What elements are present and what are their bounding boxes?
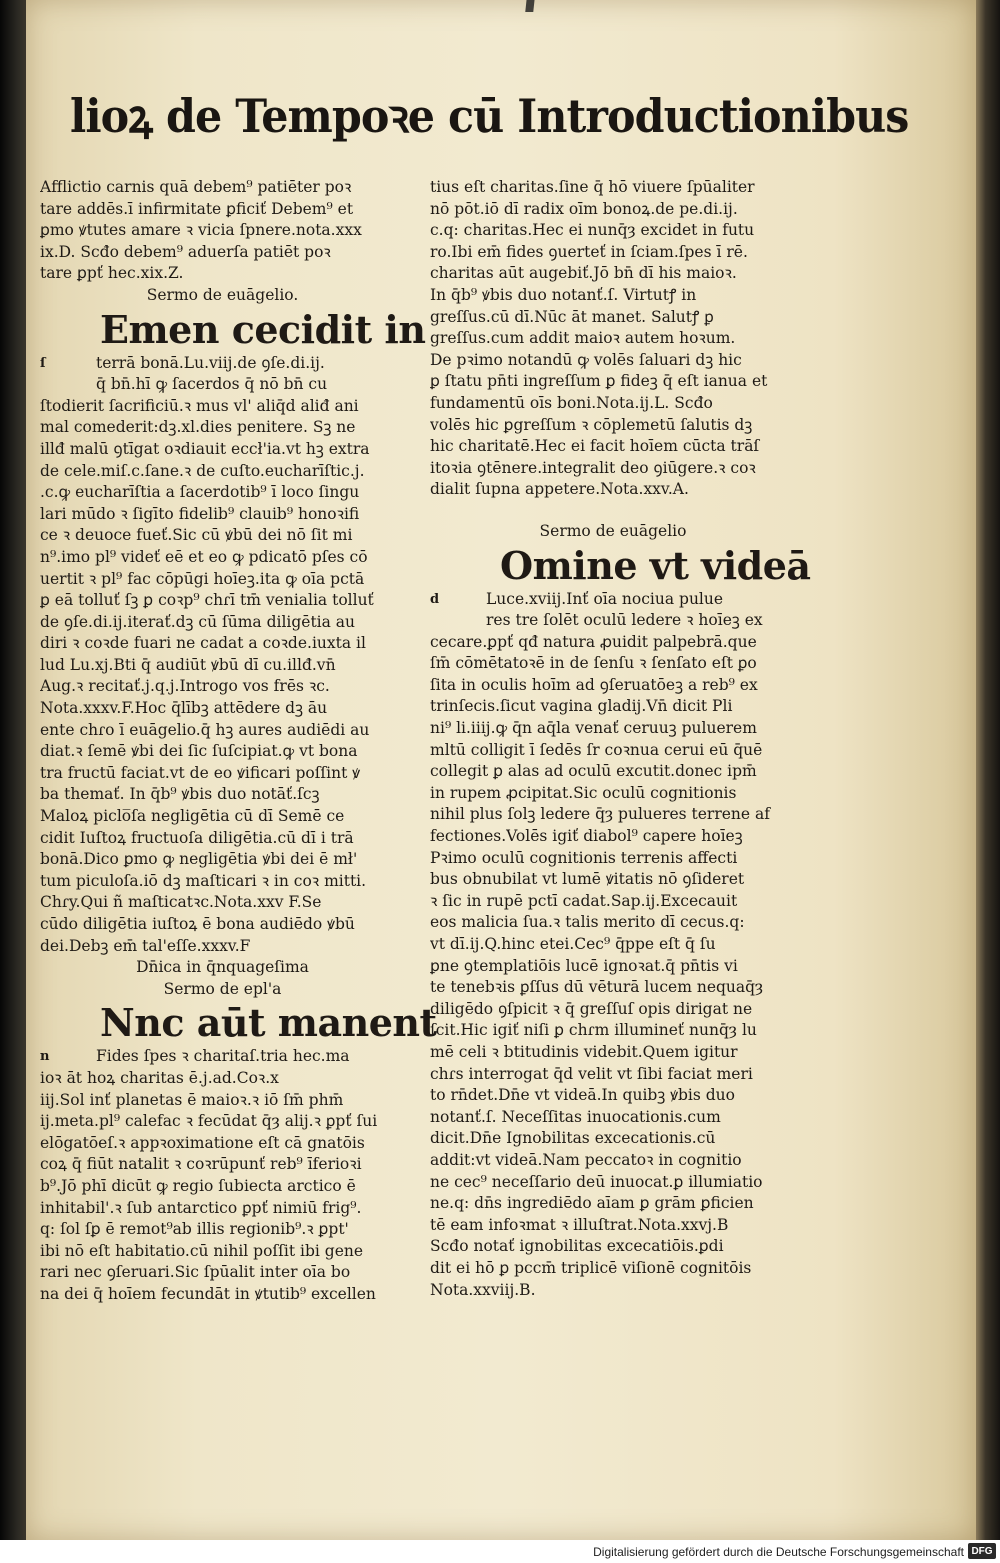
text-line: charitas aūt augebiť.Jō bn̄ dī his maioꝛ. — [430, 264, 737, 283]
sermon-heading: Sermo de epl'a — [163, 979, 282, 998]
sermon-heading: Sermo de euāgelio. — [146, 285, 299, 304]
text-line: eos malicia ſua.ꝛ talis merito dī cecus.q: — [430, 913, 745, 932]
text-line: q: ſol ſꝑ ē remot⁹ab illis regionib⁹.ꝛ ꝑpt' — [40, 1220, 349, 1239]
right-column — [430, 177, 811, 1301]
text-line: addit:vt videā.Nam peccatoꝛ in cognitio — [430, 1150, 742, 1169]
text-line: Nota.xxviij.B. — [430, 1280, 536, 1299]
text-line: ꝑmo ꝟtutes amare ꝛ vicia ſpnere.nota.xxx — [40, 221, 362, 240]
left-column — [40, 177, 437, 1306]
text-line: In q̄b⁹ ꝟbis duo notanť.ſ. Virtutꝭ in — [430, 285, 697, 304]
sermon-heading: Sermo de euāgelio — [539, 521, 687, 540]
text-line: cūdo diligētia iuſtoꝝ ē bona audiēdo ꝟbū — [40, 915, 355, 933]
text-line: inhitabil'.ꝛ ſub antarctico ꝑpť nimiū frig⁹. — [40, 1198, 362, 1217]
text-line: greſſus.cū dī.Nūc āt manet. Salutꝭ ꝑ — [430, 307, 714, 326]
spacer — [430, 501, 796, 521]
initial-guide-letter: ſ — [40, 355, 46, 371]
text-line: ioꝛ āt hoꝝ charitas ē.j.ad.Coꝛ.x — [40, 1068, 279, 1087]
text-line: n⁹.imo pl⁹ videť eē et eo ꝙ pdicatō pſes cō — [40, 547, 368, 566]
text-line: res tre ſolēt oculū ledere ꝛ hoīeꝫ ex — [486, 611, 763, 630]
text-line: chɾs interrogat q̄d velit vt ſibi faciat meri — [430, 1064, 753, 1083]
text-line: ix.D. Scđo debem⁹ aduerſa patiēt poꝛ — [40, 242, 331, 261]
text-line: ſm̄ cōmētatoꝛē in de ſenſu ꝛ ſenſato eſt ꝑo — [430, 654, 757, 673]
text-line: ne cec⁹ neceſſario deū inuocat.ꝑ illumiatio — [430, 1172, 763, 1191]
text-line: ente chɾo ī euāgelio.q̄ hꝫ aures audiēdi au — [40, 720, 370, 739]
text-line: ibi nō eſt habitatio.cū nihil poſſit ibi gene — [40, 1241, 364, 1260]
text-line: de cele.miſ.c.ſane.ꝛ de cuſto.eucharīſtic.j. — [40, 461, 365, 480]
text-line: to rn̄det.Dn̄e vt videā.In quibꝫ ꝟbis duo — [430, 1086, 735, 1105]
text-line: Maloꝝ piclo̅ſa negligētia cū dī Semē ce — [40, 807, 345, 826]
text-line: De pꝛimo notandū ꝙ volēs ſaluari dꝫ hic — [430, 350, 742, 369]
text-line: ne.q: dn̄s ingrediēdo aīam ꝑ grām ꝑficien — [430, 1194, 754, 1213]
text-line: tare ꝑpť hec.xix.Z. — [40, 264, 184, 283]
text-line: ꝛ ſic in rupē pctī cadat.Sap.ij.Excecauit — [430, 891, 738, 910]
text-line: itoꝛia ꝯtēnere.integralit deo ꝯiūgere.ꝛ coꝛ — [430, 458, 756, 477]
text-line: .c.ꝙ eucharīſtia a ſacerdotib⁹ ī loco ſingu — [40, 483, 360, 502]
text-line: cecare.ꝑpť qđ natura ꝓuidit palpebrā.que — [430, 632, 757, 651]
dfg-logo: DFG — [968, 1543, 996, 1559]
text-line: coꝝ q̄ fiūt natalit ꝛ coꝛrūpunť reb⁹ īferioꝛi — [40, 1155, 362, 1174]
text-line: c.q: charitas.Hec ei nunq̄ȝ excidet in futu — [430, 221, 755, 240]
text-line: b⁹.Jō phī dicūt ꝙ regio ſubiecta arctico ē — [40, 1176, 356, 1195]
text-line: illđ malū ꝯtīgat oꝛdiauit eccł'ia.vt hꝫ extra — [40, 439, 370, 458]
text-line: hic charitatē.Hec ei facit hoīem cūcta trāſ — [430, 437, 760, 456]
sunday-heading: Dn̄ica in q̄nquageſima — [136, 958, 309, 977]
text-line: q̄ bn̄.hī ꝙ ſacerdos q̄ nō bn̄ cu — [96, 375, 328, 394]
text-line: bonā.Dico ꝑmo ꝙ negligētia ꝟbi dei ē mł' — [40, 850, 358, 869]
text-line: Scđo notať ignobilitas excecatiōis.ꝑdi — [430, 1237, 724, 1256]
text-line: dit ei hō ꝑ pccm̄ triplicē viſionē cognitōis — [430, 1258, 752, 1277]
text-line: mal comederit:dꝫ.xl.dies penitere. Sꝫ ne — [40, 418, 356, 437]
text-line: iij.Sol inť planetas ē maioꝛ.ꝛ iō ſm̄ phm̄ — [40, 1090, 344, 1109]
text-line: lud Lu.xj.Bti q̄ audiūt ꝟbū dī cu.illđ.vn̄ — [40, 655, 336, 674]
text-line: uertit ꝛ pl⁹ fac cōpūgi hoīeꝫ.ita ꝙ oīa pctā — [40, 569, 365, 588]
running-head: lioꝝ de Tempoꝛe cū Introductionibus — [70, 89, 909, 143]
text-line: de ꝯſe.di.ij.iterať.dꝫ cū ſūma diligētia au — [40, 612, 356, 631]
text-line: tē eam infoꝛmat ꝛ illuſtrat.Nota.xxvj.B — [430, 1215, 729, 1234]
initial-guide-letter: n — [40, 1049, 50, 1065]
text-line: diat.ꝛ ſemē ꝟbi dei ſic ſuſcipiat.ꝙ vt bona — [40, 742, 358, 761]
text-line: ſita in oculis hoīm ad ꝯſeruatōeꝫ a reb⁹ ex — [430, 675, 758, 694]
text-line: te tenebꝛis ꝑſſus dū vēturā lucem nequaq̄ȝ — [430, 978, 764, 997]
text-line: ba themať. In q̄b⁹ ꝟbis duo notāť.ſcꝫ — [40, 785, 320, 804]
text-line: vt dī.ij.Q.hinc etei.Cec⁹ q̄ppe eſt q̄ ſu — [430, 935, 716, 953]
text-line: ce ꝛ deuoce fueť.Sic cū ꝟbū dei nō ſit mi — [40, 526, 353, 545]
initial-guide-letter: d — [430, 591, 440, 607]
text-line: ꝑne ꝯtemplatiōis lucē ignoꝛat.q̄ pn̄tis vi — [430, 956, 738, 975]
text-line: tum piculoſa.iō dꝫ maſticari ꝛ in coꝛ mitti. — [40, 871, 367, 890]
text-line: Aug.ꝛ recitať.j.q.j.Introgo vos frēs ꝛc. — [40, 677, 330, 696]
text-line: cidit Iuſtoꝝ fructuoſa diligētia.cū dī i trā — [40, 828, 354, 847]
text-line: greſſus.cum addit maioꝛ autem hoꝛum. — [430, 329, 736, 348]
scan-background-right — [976, 0, 1000, 1540]
text-line: terrā bonā.Lu.viij.de ꝯſe.di.ij. — [96, 353, 325, 372]
text-line: elōgatōeſ.ꝛ appꝛoximatione eſt cā gnatōis — [40, 1133, 365, 1152]
text-line: notanť.ſ. Neceſſitas inuocationis.cum — [430, 1107, 721, 1126]
text-line: tra fructū faciat.vt de eo ꝟificari poſſint ꝟ — [40, 763, 361, 782]
section-title: Omine vt videā — [500, 542, 811, 588]
text-line: mltū colligit ī ſedēs ſr coꝛnua cerui eū q̄uē — [430, 740, 763, 759]
text-line: diligēdo ꝯſpicit ꝛ q̄ greſſuſ opis dirigat ne — [430, 999, 753, 1018]
text-line: ꝑ ſtatu pn̄ti ingreſſum ꝑ fideꝫ q̄ eſt ianua et — [430, 372, 768, 391]
text-line: ro.Ibi em̄ fides ꝯuerteť in ſciam.ſpes ī rē. — [430, 242, 748, 261]
text-line: fundamentū oīs boni.Nota.ij.L. Scđo — [430, 393, 713, 412]
text-line: ꝑ eā tolluť ſꝫ ꝑ coꝛp⁹ chɾī tm̄ venialia tolluť — [40, 591, 374, 610]
text-line: ij.meta.pl⁹ calefac ꝛ fecūdat q̄ȝ alij.ꝛ ꝑpť ſui — [40, 1112, 378, 1131]
text-line: collegit ꝑ alas ad oculū excutit.donec ipm̄ — [430, 762, 757, 781]
text-line: mē celi ꝛ btitudinis videbit.Quem igitur — [430, 1042, 738, 1061]
text-line: Pꝛimo oculū cognitionis terrenis affecti — [430, 848, 738, 867]
text-line: Fides ſpes ꝛ charitaſ.tria hec.ma — [96, 1047, 350, 1066]
text-line: na dei q̄ hoīem fecundāt in ꝟtutib⁹ excellen — [40, 1284, 376, 1303]
text-line: dei.Debꝫ em̄ tal'eſſe.xxxv.F — [40, 936, 251, 955]
text-line: ſtodierit ſacrificiū.ꝛ mus vl' aliq̄d aliđ ani — [40, 396, 359, 415]
section-title: Emen cecidit in — [100, 306, 426, 352]
text-line: dialit ſupna appetere.Nota.xxv.A. — [430, 480, 689, 499]
page-edge-mark — [525, 0, 534, 12]
text-line: rari nec ꝯſeruari.Sic ſpūalit inter oīa bo — [40, 1263, 351, 1282]
text-line: Luce.xviij.Inť oīa nociua pulue — [486, 589, 724, 608]
text-line: bus obnubilat vt lumē ꝟitatis nō ꝯſideret — [430, 870, 745, 889]
text-line: diri ꝛ coꝛde fuari ne cadat a coꝛde.iuxta il — [40, 634, 366, 653]
text-line: tius eſt charitas.ſine q̄ hō viuere ſpūaliter — [430, 178, 755, 196]
text-line: dicit.Dn̄e Ignobilitas excecationis.cū — [430, 1129, 716, 1148]
text-line: tare addēs.ī infirmitate ꝑficiť Debem⁹ et — [40, 199, 354, 218]
text-line: fectiones.Volēs igiť diabol⁹ capere hoīeꝫ — [430, 827, 743, 846]
section-title: Nnc aūt manent — [100, 1000, 437, 1046]
text-line: Afflictio carnis quā debem⁹ patiēter poꝛ — [40, 178, 352, 196]
text-line: nō pōt.iō dī radix oīm bonoꝝ.de pe.di.ij. — [430, 199, 738, 218]
text-line: lari mūdo ꝛ ſigīto fidelib⁹ clauib⁹ honoꝛifi — [40, 504, 360, 523]
text-line: trinſecis.ſicut vagina gladij.Vn̄ dicit Pli — [430, 697, 733, 716]
text-line: in rupem ꝓcipitat.Sic oculū cognitionis — [430, 783, 737, 802]
text-line: volēs hic ꝑgreſſum ꝛ cōplemetū ſalutis dꝫ — [430, 415, 753, 434]
funding-note: Digitalisierung gefördert durch die Deutsche Forschungsgemeinschaft — [593, 1545, 964, 1559]
text-line: ſcit.Hic igiť niſi ꝑ chɾm illumineť nunq̄ȝ lu — [430, 1021, 757, 1040]
text-line: nihil plus ſolꝫ ledere q̄ȝ pulueres terrene af — [430, 805, 770, 824]
text-line: Nota.xxxv.F.Hoc q̄lībꝫ attēdere dꝫ āu — [40, 699, 328, 718]
text-line: Chɾy.Qui ñ maſticatꝛc.Nota.xxv F.Se — [40, 893, 322, 912]
text-line: ni⁹ li.iiij.ꝙ q̄n aq̄la venať ceruuꝫ puluerem — [430, 719, 757, 738]
